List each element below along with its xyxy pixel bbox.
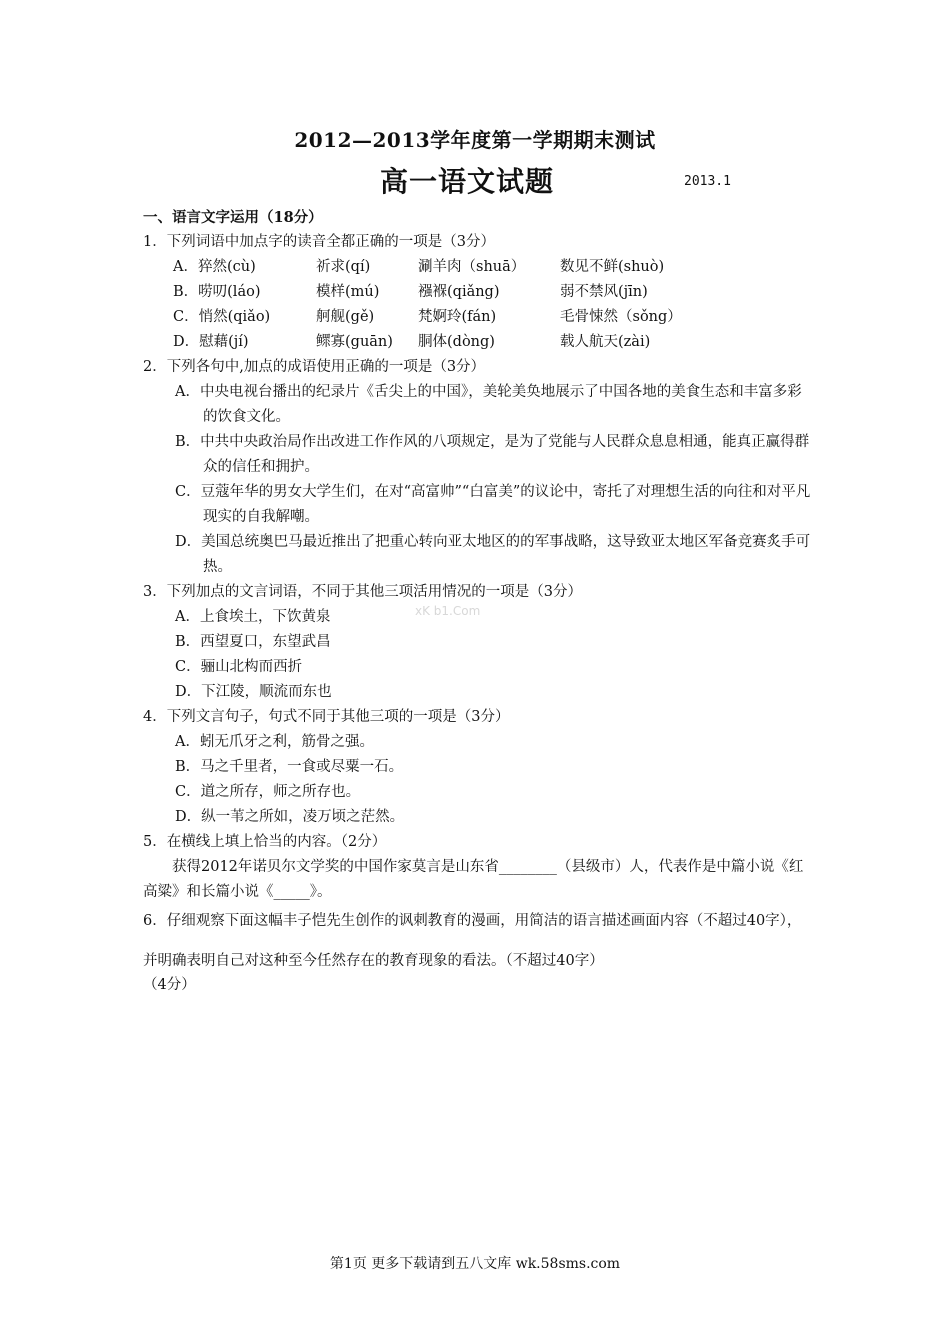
watermark-text: xK b1.Com bbox=[415, 604, 481, 618]
option-cell: D．慰藉(jí) bbox=[173, 334, 249, 350]
question-5-stem: 5．在横线上填上恰当的内容。（2分） bbox=[143, 834, 387, 850]
option-cell: 梵婀玲(fán) bbox=[418, 309, 497, 325]
question-4-option-a: A．蚓无爪牙之利，筋骨之强。 bbox=[175, 734, 374, 750]
question-5-body: 获得2012年诺贝尔文学奖的中国作家莫言是山东省________（县级市）人，代表作是中篇小说《红高粱》和长篇小说《_____》。 bbox=[143, 859, 804, 900]
option-cell: C．悄然(qiǎo) bbox=[173, 309, 271, 325]
section-heading: 一、语言文字运用（18分） bbox=[143, 209, 323, 226]
option-cell: 祈求(qí) bbox=[316, 259, 371, 275]
exam-title: 2012—2013学年度第一学期期末测试 bbox=[294, 128, 656, 152]
page-footer: 第1页 更多下载请到五八文库 wk.58sms.com bbox=[329, 1256, 621, 1272]
option-cell: 数见不鲜(shuò) bbox=[560, 259, 665, 275]
option-cell: 舸舰(gě) bbox=[316, 309, 375, 325]
question-3-option-b: B．西望夏口，东望武昌 bbox=[175, 634, 331, 650]
question-6-stem: 6．仔细观察下面这幅丰子恺先生创作的讽刺教育的漫画，用简洁的语言描述画面内容（不超过40字），并明确表明自己对这种至今任然存在的教育现象的看法。（不超过40字） bbox=[143, 913, 802, 969]
option-cell: 襁褓(qiǎng) bbox=[418, 284, 500, 300]
option-cell: B．唠叨(láo) bbox=[173, 284, 261, 300]
exam-subtitle: 高一语文试题 bbox=[380, 165, 555, 198]
option-cell: 胴体(dòng) bbox=[418, 334, 495, 350]
exam-date: 2013.1 bbox=[684, 174, 731, 189]
question-3-option-a: A．上食埃土，下饮黄泉 bbox=[175, 609, 331, 625]
question-1-row-a bbox=[143, 255, 811, 280]
question-2-option-b: B．中共中央政治局作出改进工作作风的八项规定，是为了党能与人民群众息息相通，能真正赢得群众的信任和拥护。 bbox=[175, 434, 810, 475]
question-1 bbox=[143, 230, 811, 355]
question-1-row-c bbox=[143, 305, 811, 330]
question-2-option-c: C．豆蔻年华的男女大学生们，在对“高富帅”“白富美”的议论中，寄托了对理想生活的向往和对平凡现实的自我解嘲。 bbox=[175, 484, 811, 525]
option-cell: 模样(mú) bbox=[316, 284, 380, 300]
question-6 bbox=[143, 901, 811, 998]
question-3-option-d: D．下江陵，顺流而东也 bbox=[175, 684, 332, 700]
option-cell: 弱不禁风(jīn) bbox=[560, 284, 648, 300]
question-2 bbox=[143, 355, 811, 580]
question-2-option-d: D．美国总统奥巴马最近推出了把重心转向亚太地区的的军事战略，这导致亚太地区军备竞赛炙手可热。 bbox=[175, 534, 811, 575]
question-2-stem: 2．下列各句中,加点的成语使用正确的一项是（3分） bbox=[143, 359, 486, 375]
option-cell: 毛骨悚然（sǒng） bbox=[560, 309, 682, 325]
option-cell: A．猝然(cù) bbox=[173, 259, 256, 275]
question-3-stem: 3．下列加点的文言词语，不同于其他三项活用情况的一项是（3分） bbox=[143, 584, 582, 600]
question-4 bbox=[143, 705, 811, 830]
option-cell: 涮羊肉（shuā） bbox=[418, 259, 526, 275]
question-4-option-c: C．道之所存，师之所存也。 bbox=[175, 784, 361, 800]
option-cell: 载人航天(zài) bbox=[560, 334, 651, 350]
question-3-option-c: C．骊山北构而西折 bbox=[175, 659, 303, 675]
question-1-row-b bbox=[143, 280, 811, 305]
option-cell: 鳏寡(guān) bbox=[316, 334, 393, 350]
question-4-stem: 4．下列文言句子，句式不同于其他三项的一项是（3分） bbox=[143, 709, 510, 725]
exam-content bbox=[143, 205, 811, 998]
question-1-row-d bbox=[143, 330, 811, 355]
question-4-option-d: D．纵一苇之所如，凌万顷之茫然。 bbox=[175, 809, 405, 825]
question-2-option-a: A．中央电视台播出的纪录片《舌尖上的中国》，美轮美奂地展示了中国各地的美食生态和丰富多彩的饮食文化。 bbox=[175, 384, 802, 425]
question-3 bbox=[143, 580, 811, 705]
question-5 bbox=[143, 830, 811, 905]
question-6-points: （4分） bbox=[143, 977, 196, 993]
question-1-stem: 1．下列词语中加点字的读音全都正确的一项是（3分） bbox=[143, 234, 495, 250]
question-4-option-b: B．马之千里者，一食或尽粟一石。 bbox=[175, 759, 404, 775]
